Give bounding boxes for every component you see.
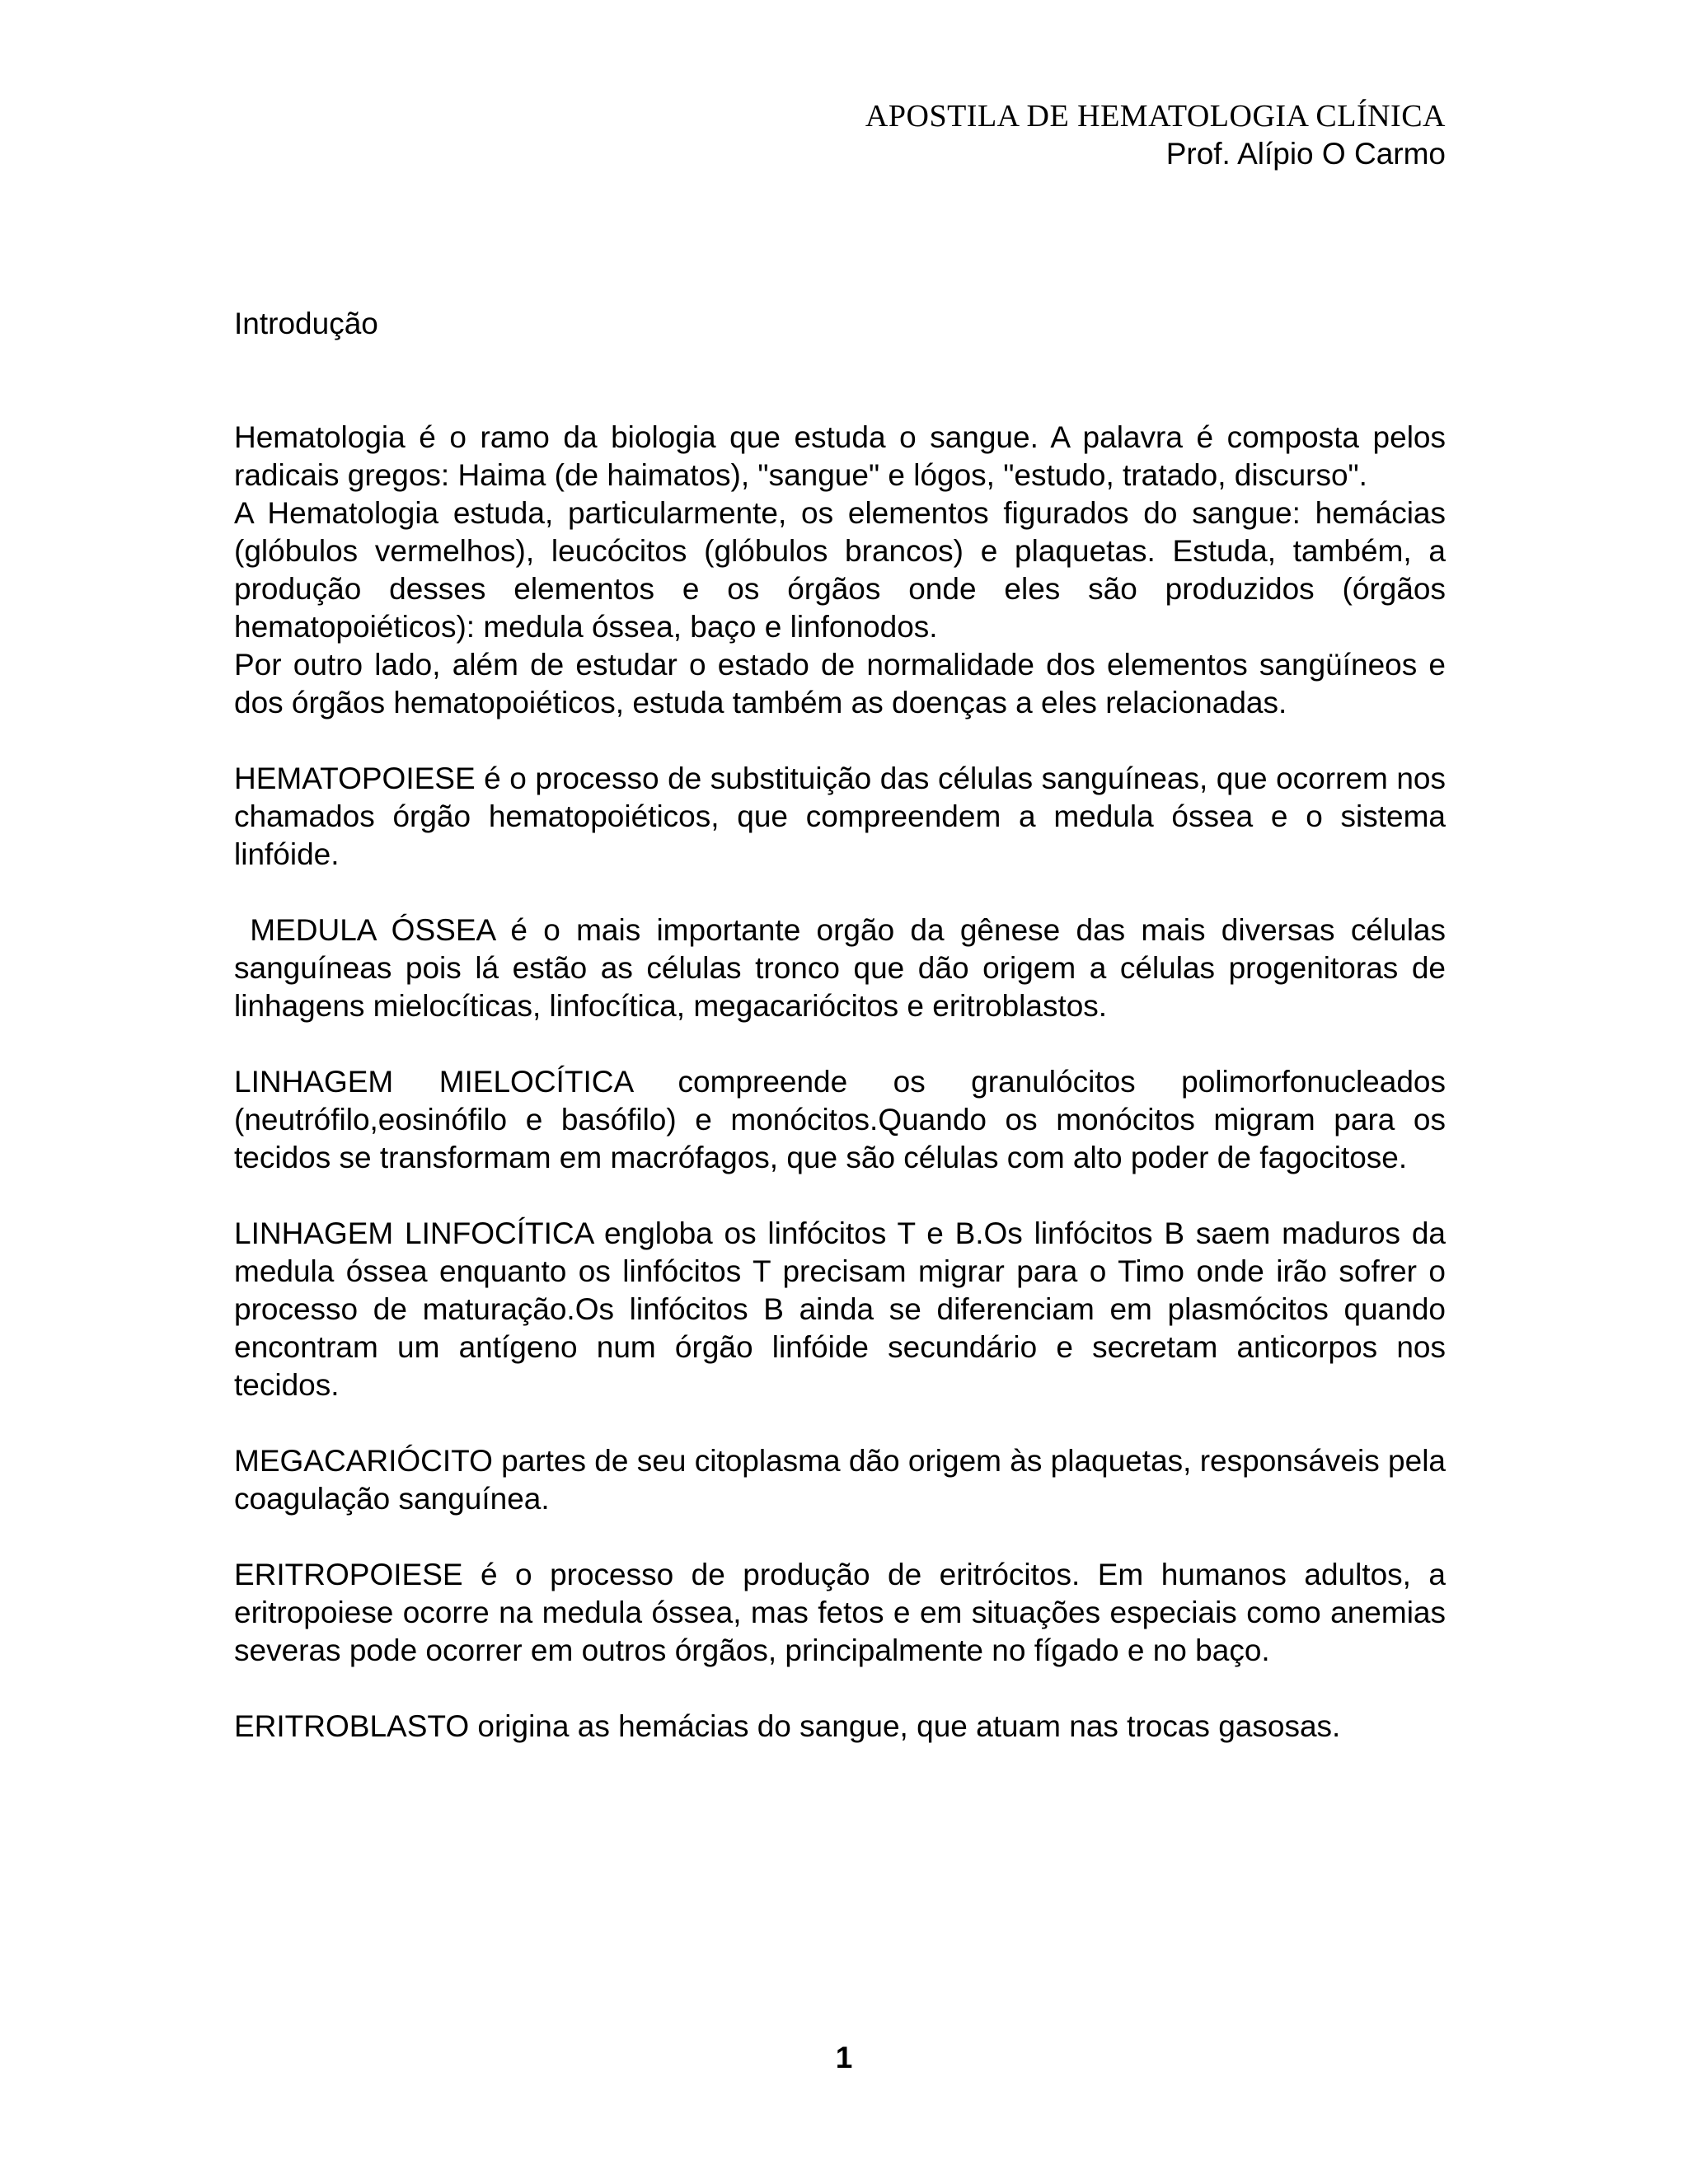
paragraph-hematologia-estudo: A Hematologia estuda, particularmente, os elementos figurados do sangue: hemácias (glóbulos vermelhos), leucócitos (glóbulos brancos) e plaquetas. Estuda, também, a produção desses elementos e os órgãos onde eles são produzidos (órgãos hematopoiéticos): medula óssea, baço e linfonodos.	[234, 496, 1446, 644]
paragraph-hematologia-doencas: Por outro lado, além de estudar o estado de normalidade dos elementos sangüíneos e dos órgãos hematopoiéticos, estuda também as doenças a eles relacionadas.	[234, 648, 1446, 719]
paragraph-linhagem-mielocitica: LINHAGEM MIELOCÍTICA compreende os granulócitos polimorfonucleados (neutrófilo,eosinófilo e basófilo) e monócitos.Quando os monócitos migram para os tecidos se transformam em macrófagos, que são células com alto poder de fagocitose.	[234, 1065, 1446, 1174]
document-author: Prof. Alípio O Carmo	[1165, 137, 1446, 171]
document-body	[234, 305, 1455, 1746]
section-title: Introdução	[234, 307, 378, 340]
spacer	[234, 722, 1446, 760]
spacer	[234, 1025, 1446, 1063]
spacer	[234, 1177, 1446, 1215]
spacer	[234, 874, 1446, 912]
spacer	[234, 343, 1446, 419]
page-number: 1	[835, 2041, 853, 2074]
spacer	[234, 1404, 1446, 1442]
paragraph-eritroblasto: ERITROBLASTO origina as hemácias do sangue, que atuam nas trocas gasosas.	[234, 1709, 1341, 1743]
page-header	[865, 97, 1446, 173]
paragraph-linhagem-linfocitica: LINHAGEM LINFOCÍTICA engloba os linfócitos T e B.Os linfócitos B saem maduros da medula óssea enquanto os linfócitos T precisam migrar para o Timo onde irão sofrer o processo de maturação.Os linfócitos B ainda se diferenciam em plasmócitos quando encontram um antígeno num órgão linfóide secundário e secretam anticorpos nos tecidos.	[234, 1216, 1446, 1402]
spacer	[234, 1518, 1446, 1556]
document-title: APOSTILA DE HEMATOLOGIA CLÍNICA	[865, 99, 1446, 134]
paragraph-eritropoiese: ERITROPOIESE é o processo de produção de eritrócitos. Em humanos adultos, a eritropoiese ocorre na medula óssea, mas fetos e em situações especiais como anemias severas pode ocorrer em outros órgãos, principalmente no fígado e no baço.	[234, 1558, 1446, 1667]
paragraph-megacariocito: MEGACARIÓCITO partes de seu citoplasma dão origem às plaquetas, responsáveis pela coagulação sanguínea.	[234, 1444, 1446, 1516]
paragraph-hematologia-definicao: Hematologia é o ramo da biologia que estuda o sangue. A palavra é composta pelos radicais gregos: Haima (de haimatos), "sangue" e lógos, "estudo, tratado, discurso".	[234, 420, 1446, 492]
paragraph-hematopoiese: HEMATOPOIESE é o processo de substituição das células sanguíneas, que ocorrem nos chamados órgão hematopoiéticos, que compreendem a medula óssea e o sistema linfóide.	[234, 762, 1446, 871]
spacer	[234, 1670, 1446, 1708]
paragraph-medula-ossea: MEDULA ÓSSEA é o mais importante orgão da gênese das mais diversas células sanguíneas pois lá estão as células tronco que dão origem a células progenitoras de linhagens mielocíticas, linfocítica, megacariócitos e eritroblastos.	[234, 913, 1455, 1023]
